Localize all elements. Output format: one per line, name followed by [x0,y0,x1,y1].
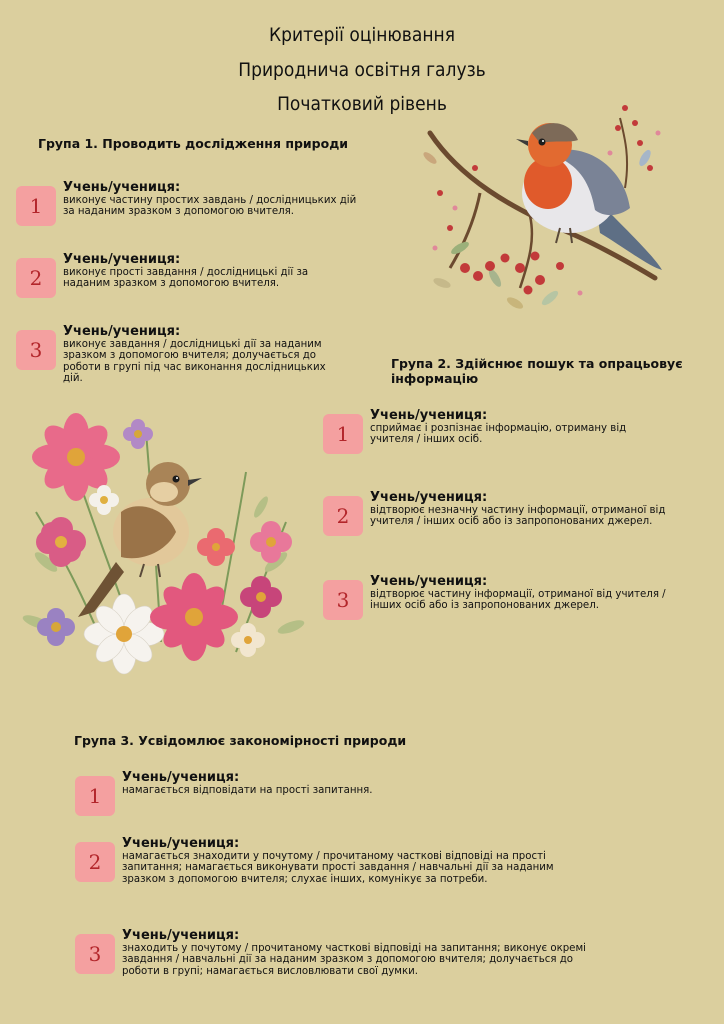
criterion-heading: Учень/учениця: [370,408,488,423]
group-2-criterion-1 [323,408,703,454]
bird-in-cosmos-flowers-illustration [16,412,306,677]
group-2-criterion-3 [323,574,713,620]
level-badge: 2 [16,258,56,298]
criterion-heading: Учень/учениця: [370,574,488,589]
criterion-description: намагається знаходити у почутому / прочитаному часткові відповіді на прості запитання; намагається виконувати прості завдання / навчальні дії за наданим зразком з допомогою вчителя; слухає інших, комунікує за потреби. [122,851,554,885]
criterion-description: сприймає і розпізнає інформацію, отриману від учителя / інших осіб. [370,423,627,446]
group-1-criterion-3 [16,324,376,385]
level-title: Початковий рівень [277,93,447,115]
group-3-criterion-3 [75,928,635,977]
level-badge: 1 [16,186,56,226]
criterion-description: виконує частину простих завдань / дослідницьких дій за наданим зразком з допомогою вчителя. [63,195,357,218]
level-badge: 3 [16,330,56,370]
group-3-criterion-2 [75,836,635,885]
level-badge: 2 [75,842,115,882]
criterion-heading: Учень/учениця: [122,836,240,851]
criterion-heading: Учень/учениця: [63,180,181,195]
group-2-criterion-2 [323,490,713,536]
criterion-heading: Учень/учениця: [370,490,488,505]
level-badge: 2 [323,496,363,536]
robin-on-berry-branch-illustration [420,98,670,323]
group-1-title: Група 1. Проводить дослідження природи [38,136,349,151]
group-2-title: Група 2. Здійснює пошук та опрацьовує інформацію [391,356,683,386]
level-badge: 1 [75,776,115,816]
criterion-heading: Учень/учениця: [63,252,181,267]
criterion-description: намагається відповідати на прості запитання. [122,785,373,796]
criterion-heading: Учень/учениця: [63,324,181,339]
criterion-description: відтворює незначну частину інформації, отриманої від учителя / інших осіб або із запропонованих джерел. [370,505,666,528]
subject-area: Природнича освітня галузь [238,59,486,81]
criterion-description: відтворює частину інформації, отриманої від учителя / інших осіб або із запропонованих джерел. [370,589,666,612]
group-1-criterion-1 [16,180,376,226]
level-badge: 1 [323,414,363,454]
criterion-description: виконує прості завдання / дослідницькі дії за наданим зразком з допомогою вчителя. [63,267,309,290]
criterion-heading: Учень/учениця: [122,770,240,785]
group-3-criterion-1 [75,770,635,816]
group-3-title: Група 3. Усвідомлює закономірності природи [74,733,407,748]
criterion-description: виконує завдання / дослідницькі дії за наданим зразком з допомогою вчителя; долучається до роботи в групі під час виконання дослідницьких дій. [63,339,326,385]
level-badge: 3 [75,934,115,974]
criterion-description: знаходить у почутому / прочитаному часткові відповіді на запитання; виконує окремі завдання / навчальні дії за наданим зразком з допомогою вчителя; долучається до роботи в групі; намагається висловлювати свої думки. [122,943,586,977]
group-1-criterion-2 [16,252,376,298]
level-badge: 3 [323,580,363,620]
page-title: Критерії оцінювання [268,24,456,46]
criterion-heading: Учень/учениця: [122,928,240,943]
